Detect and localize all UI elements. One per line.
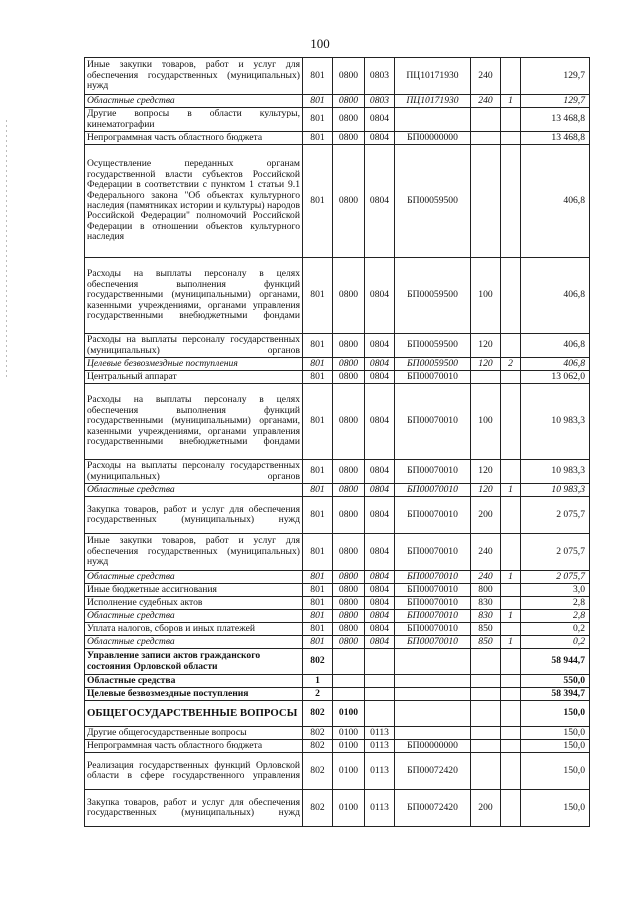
row-pr-cell: 0804 bbox=[365, 571, 395, 584]
row-vr-cell: 800 bbox=[471, 584, 501, 597]
row-vr-cell: 200 bbox=[471, 497, 501, 534]
row-gr-cell: 801 bbox=[303, 58, 333, 95]
row-gr-cell: 801 bbox=[303, 534, 333, 571]
table-row bbox=[85, 597, 590, 610]
row-gr-cell: 801 bbox=[303, 132, 333, 145]
row-pr-cell: 0804 bbox=[365, 358, 395, 371]
row-amount-cell: 0,2 bbox=[521, 636, 590, 649]
row-pr-cell: 0113 bbox=[365, 727, 395, 740]
row-cs-cell: БП00070010 bbox=[395, 623, 471, 636]
row-name-cell: Другие вопросы в области культуры, кинематографии bbox=[85, 108, 303, 132]
row-amount-cell: 2 075,7 bbox=[521, 571, 590, 584]
row-pr-cell bbox=[365, 675, 395, 688]
row-rz-cell: 0100 bbox=[333, 740, 365, 753]
row-cs-cell: БП00070010 bbox=[395, 460, 471, 484]
row-vr-cell: 850 bbox=[471, 636, 501, 649]
row-vr-cell: 120 bbox=[471, 334, 501, 358]
row-src-cell bbox=[501, 334, 521, 358]
row-pr-cell: 0804 bbox=[365, 497, 395, 534]
row-name-cell: ОБЩЕГОСУДАРСТВЕННЫЕ ВОПРОСЫ bbox=[85, 701, 303, 727]
row-amount-cell: 129,7 bbox=[521, 58, 590, 95]
table-row bbox=[85, 753, 590, 790]
row-cs-cell: БП00072420 bbox=[395, 753, 471, 790]
row-rz-cell: 0800 bbox=[333, 145, 365, 258]
row-rz-cell bbox=[333, 688, 365, 701]
row-vr-cell bbox=[471, 108, 501, 132]
row-cs-cell bbox=[395, 108, 471, 132]
row-vr-cell: 240 bbox=[471, 58, 501, 95]
row-vr-cell bbox=[471, 727, 501, 740]
table-row bbox=[85, 727, 590, 740]
row-amount-cell: 406,8 bbox=[521, 145, 590, 258]
row-amount-cell: 129,7 bbox=[521, 95, 590, 108]
row-pr-cell bbox=[365, 688, 395, 701]
row-amount-cell: 2,8 bbox=[521, 597, 590, 610]
table-row bbox=[85, 358, 590, 371]
row-cs-cell: БП00070010 bbox=[395, 610, 471, 623]
table-row bbox=[85, 132, 590, 145]
row-gr-cell: 801 bbox=[303, 623, 333, 636]
row-gr-cell: 801 bbox=[303, 571, 333, 584]
row-rz-cell: 0800 bbox=[333, 108, 365, 132]
row-cs-cell: БП00070010 bbox=[395, 371, 471, 384]
row-vr-cell: 240 bbox=[471, 534, 501, 571]
row-rz-cell: 0800 bbox=[333, 571, 365, 584]
row-cs-cell bbox=[395, 675, 471, 688]
row-amount-cell: 2 075,7 bbox=[521, 534, 590, 571]
table-row bbox=[85, 258, 590, 334]
table-row bbox=[85, 701, 590, 727]
row-rz-cell: 0800 bbox=[333, 610, 365, 623]
row-name-cell: Осуществление переданных органам государственной власти субъектов Российской Федерации в соответствии с пунктом 1 статьи 9.1 Федерального закона "Об объектах культурного наследия (памятниках истории и культуры) народов Российской Федерации" полномочий Российской Федерации в отношении объектов культурного наследия bbox=[85, 145, 303, 258]
row-amount-cell: 150,0 bbox=[521, 740, 590, 753]
row-src-cell bbox=[501, 108, 521, 132]
row-gr-cell: 801 bbox=[303, 258, 333, 334]
table-row bbox=[85, 371, 590, 384]
row-vr-cell bbox=[471, 649, 501, 675]
row-vr-cell: 200 bbox=[471, 790, 501, 827]
row-amount-cell: 3,0 bbox=[521, 584, 590, 597]
row-rz-cell: 0800 bbox=[333, 623, 365, 636]
row-pr-cell: 0113 bbox=[365, 740, 395, 753]
row-vr-cell: 240 bbox=[471, 95, 501, 108]
row-amount-cell: 13 062,0 bbox=[521, 371, 590, 384]
table-row bbox=[85, 145, 590, 258]
row-pr-cell: 0804 bbox=[365, 584, 395, 597]
row-amount-cell: 150,0 bbox=[521, 790, 590, 827]
row-pr-cell bbox=[365, 649, 395, 675]
row-amount-cell: 2,8 bbox=[521, 610, 590, 623]
row-pr-cell bbox=[365, 701, 395, 727]
row-amount-cell: 406,8 bbox=[521, 334, 590, 358]
row-cs-cell: БП00070010 bbox=[395, 571, 471, 584]
row-pr-cell: 0113 bbox=[365, 753, 395, 790]
row-vr-cell bbox=[471, 688, 501, 701]
row-rz-cell: 0100 bbox=[333, 790, 365, 827]
row-cs-cell: БП00000000 bbox=[395, 132, 471, 145]
row-amount-cell: 10 983,3 bbox=[521, 484, 590, 497]
row-cs-cell: БП00000000 bbox=[395, 740, 471, 753]
row-src-cell bbox=[501, 688, 521, 701]
row-name-cell: Закупка товаров, работ и услуг для обеспечения государственных (муниципальных) нужд bbox=[85, 790, 303, 827]
row-pr-cell: 0804 bbox=[365, 610, 395, 623]
page-number: 100 bbox=[310, 36, 330, 51]
row-name-cell: Непрограммная часть областного бюджета bbox=[85, 132, 303, 145]
row-rz-cell: 0800 bbox=[333, 358, 365, 371]
row-amount-cell: 10 983,3 bbox=[521, 460, 590, 484]
row-gr-cell: 801 bbox=[303, 371, 333, 384]
row-vr-cell bbox=[471, 371, 501, 384]
row-rz-cell: 0800 bbox=[333, 584, 365, 597]
row-src-cell bbox=[501, 753, 521, 790]
row-name-cell: Областные средства bbox=[85, 484, 303, 497]
row-src-cell bbox=[501, 258, 521, 334]
row-src-cell bbox=[501, 145, 521, 258]
row-pr-cell: 0804 bbox=[365, 636, 395, 649]
table-row bbox=[85, 108, 590, 132]
row-vr-cell: 850 bbox=[471, 623, 501, 636]
row-rz-cell: 0800 bbox=[333, 534, 365, 571]
row-gr-cell: 801 bbox=[303, 460, 333, 484]
row-vr-cell bbox=[471, 753, 501, 790]
row-amount-cell: 2 075,7 bbox=[521, 497, 590, 534]
table-row bbox=[85, 95, 590, 108]
row-amount-cell: 58 944,7 bbox=[521, 649, 590, 675]
row-rz-cell: 0100 bbox=[333, 727, 365, 740]
row-name-cell: Управление записи актов гражданского состояния Орловской области bbox=[85, 649, 303, 675]
row-cs-cell bbox=[395, 649, 471, 675]
row-name-cell: Областные средства bbox=[85, 675, 303, 688]
table-row bbox=[85, 497, 590, 534]
table-row bbox=[85, 534, 590, 571]
row-name-cell: Реализация государственных функций Орловской области в сфере государственного управления bbox=[85, 753, 303, 790]
row-name-cell: Другие общегосударственные вопросы bbox=[85, 727, 303, 740]
table-row bbox=[85, 790, 590, 827]
row-rz-cell: 0800 bbox=[333, 384, 365, 460]
row-vr-cell: 830 bbox=[471, 610, 501, 623]
row-cs-cell: ПЦ10171930 bbox=[395, 58, 471, 95]
row-cs-cell bbox=[395, 727, 471, 740]
row-src-cell bbox=[501, 132, 521, 145]
table-row bbox=[85, 334, 590, 358]
row-pr-cell: 0804 bbox=[365, 597, 395, 610]
row-rz-cell: 0800 bbox=[333, 334, 365, 358]
row-src-cell bbox=[501, 790, 521, 827]
row-gr-cell: 802 bbox=[303, 790, 333, 827]
table-row bbox=[85, 649, 590, 675]
row-src-cell bbox=[501, 623, 521, 636]
row-gr-cell: 801 bbox=[303, 497, 333, 534]
row-rz-cell: 0800 bbox=[333, 497, 365, 534]
row-pr-cell: 0113 bbox=[365, 790, 395, 827]
row-vr-cell bbox=[471, 740, 501, 753]
row-name-cell: Расходы на выплаты персоналу в целях обеспечения выполнения функций государственными (муниципальными) органами, казенными учреждениями, органами управления государственными внебюджетными фондами bbox=[85, 384, 303, 460]
row-gr-cell: 802 bbox=[303, 649, 333, 675]
row-vr-cell: 120 bbox=[471, 484, 501, 497]
row-gr-cell: 801 bbox=[303, 334, 333, 358]
row-gr-cell: 801 bbox=[303, 358, 333, 371]
row-src-cell bbox=[501, 384, 521, 460]
budget-table bbox=[84, 57, 590, 827]
row-name-cell: Целевые безвозмездные поступления bbox=[85, 358, 303, 371]
row-cs-cell: БП00059500 bbox=[395, 145, 471, 258]
row-cs-cell: БП00059500 bbox=[395, 258, 471, 334]
row-cs-cell: БП00072420 bbox=[395, 790, 471, 827]
table-row bbox=[85, 623, 590, 636]
row-gr-cell: 801 bbox=[303, 584, 333, 597]
row-gr-cell: 801 bbox=[303, 636, 333, 649]
row-gr-cell: 801 bbox=[303, 484, 333, 497]
row-src-cell bbox=[501, 460, 521, 484]
row-pr-cell: 0804 bbox=[365, 334, 395, 358]
row-pr-cell: 0804 bbox=[365, 484, 395, 497]
row-rz-cell: 0800 bbox=[333, 371, 365, 384]
row-pr-cell: 0804 bbox=[365, 371, 395, 384]
row-pr-cell: 0804 bbox=[365, 108, 395, 132]
row-cs-cell: БП00059500 bbox=[395, 358, 471, 371]
row-pr-cell: 0804 bbox=[365, 258, 395, 334]
row-amount-cell: 13 468,8 bbox=[521, 108, 590, 132]
row-gr-cell: 802 bbox=[303, 740, 333, 753]
row-name-cell: Иные бюджетные ассигнования bbox=[85, 584, 303, 597]
row-gr-cell: 802 bbox=[303, 727, 333, 740]
row-vr-cell: 100 bbox=[471, 384, 501, 460]
row-vr-cell bbox=[471, 145, 501, 258]
row-amount-cell: 13 468,8 bbox=[521, 132, 590, 145]
row-vr-cell bbox=[471, 132, 501, 145]
row-amount-cell: 150,0 bbox=[521, 701, 590, 727]
row-amount-cell: 406,8 bbox=[521, 358, 590, 371]
row-src-cell bbox=[501, 58, 521, 95]
row-gr-cell: 801 bbox=[303, 95, 333, 108]
row-rz-cell: 0800 bbox=[333, 460, 365, 484]
row-name-cell: Расходы на выплаты персоналу в целях обеспечения выполнения функций государственными (муниципальными) органами, казенными учреждениями, органами управления государственными внебюджетными фондами bbox=[85, 258, 303, 334]
row-pr-cell: 0803 bbox=[365, 95, 395, 108]
table-row bbox=[85, 584, 590, 597]
row-cs-cell: БП00070010 bbox=[395, 597, 471, 610]
row-src-cell bbox=[501, 701, 521, 727]
row-name-cell: Иные закупки товаров, работ и услуг для обеспечения государственных (муниципальных) нужд bbox=[85, 534, 303, 571]
row-vr-cell: 240 bbox=[471, 571, 501, 584]
row-amount-cell: 406,8 bbox=[521, 258, 590, 334]
row-cs-cell: БП00070010 bbox=[395, 384, 471, 460]
row-amount-cell: 150,0 bbox=[521, 727, 590, 740]
row-amount-cell: 150,0 bbox=[521, 753, 590, 790]
row-src-cell bbox=[501, 675, 521, 688]
row-name-cell: Иные закупки товаров, работ и услуг для обеспечения государственных (муниципальных) нужд bbox=[85, 58, 303, 95]
row-vr-cell bbox=[471, 701, 501, 727]
row-rz-cell: 0100 bbox=[333, 753, 365, 790]
row-vr-cell bbox=[471, 675, 501, 688]
row-src-cell: 2 bbox=[501, 358, 521, 371]
row-pr-cell: 0804 bbox=[365, 384, 395, 460]
row-gr-cell: 801 bbox=[303, 108, 333, 132]
row-gr-cell: 801 bbox=[303, 597, 333, 610]
row-rz-cell: 0800 bbox=[333, 58, 365, 95]
scan-edge-artifact bbox=[6, 120, 7, 380]
row-cs-cell: ПЦ10171930 bbox=[395, 95, 471, 108]
row-gr-cell: 1 bbox=[303, 675, 333, 688]
row-rz-cell: 0800 bbox=[333, 636, 365, 649]
row-src-cell: 1 bbox=[501, 95, 521, 108]
row-name-cell: Закупка товаров, работ и услуг для обеспечения государственных (муниципальных) нужд bbox=[85, 497, 303, 534]
row-pr-cell: 0803 bbox=[365, 58, 395, 95]
table-row bbox=[85, 740, 590, 753]
row-pr-cell: 0804 bbox=[365, 132, 395, 145]
row-name-cell: Областные средства bbox=[85, 636, 303, 649]
row-src-cell: 1 bbox=[501, 636, 521, 649]
table-row bbox=[85, 571, 590, 584]
row-rz-cell bbox=[333, 675, 365, 688]
row-rz-cell bbox=[333, 649, 365, 675]
row-cs-cell: БП00070010 bbox=[395, 497, 471, 534]
row-src-cell: 1 bbox=[501, 484, 521, 497]
row-gr-cell: 801 bbox=[303, 610, 333, 623]
row-rz-cell: 0800 bbox=[333, 132, 365, 145]
row-vr-cell: 100 bbox=[471, 258, 501, 334]
row-gr-cell: 801 bbox=[303, 384, 333, 460]
row-rz-cell: 0100 bbox=[333, 701, 365, 727]
row-name-cell: Непрограммная часть областного бюджета bbox=[85, 740, 303, 753]
table-row bbox=[85, 610, 590, 623]
row-amount-cell: 0,2 bbox=[521, 623, 590, 636]
row-vr-cell: 120 bbox=[471, 460, 501, 484]
row-name-cell: Исполнение судебных актов bbox=[85, 597, 303, 610]
row-pr-cell: 0804 bbox=[365, 623, 395, 636]
row-gr-cell: 802 bbox=[303, 753, 333, 790]
row-cs-cell: БП00070010 bbox=[395, 534, 471, 571]
row-name-cell: Центральный аппарат bbox=[85, 371, 303, 384]
row-cs-cell bbox=[395, 701, 471, 727]
row-gr-cell: 2 bbox=[303, 688, 333, 701]
row-src-cell bbox=[501, 649, 521, 675]
row-src-cell bbox=[501, 740, 521, 753]
row-name-cell: Целевые безвозмездные поступления bbox=[85, 688, 303, 701]
table-row bbox=[85, 675, 590, 688]
row-cs-cell: БП00059500 bbox=[395, 334, 471, 358]
row-vr-cell: 120 bbox=[471, 358, 501, 371]
row-src-cell bbox=[501, 371, 521, 384]
row-src-cell bbox=[501, 727, 521, 740]
row-amount-cell: 550,0 bbox=[521, 675, 590, 688]
row-gr-cell: 801 bbox=[303, 145, 333, 258]
row-src-cell bbox=[501, 497, 521, 534]
row-name-cell: Расходы на выплаты персоналу государственных (муниципальных) органов bbox=[85, 334, 303, 358]
row-name-cell: Областные средства bbox=[85, 571, 303, 584]
row-amount-cell: 10 983,3 bbox=[521, 384, 590, 460]
table-row bbox=[85, 636, 590, 649]
row-pr-cell: 0804 bbox=[365, 145, 395, 258]
table-row bbox=[85, 460, 590, 484]
row-rz-cell: 0800 bbox=[333, 258, 365, 334]
row-pr-cell: 0804 bbox=[365, 460, 395, 484]
row-amount-cell: 58 394,7 bbox=[521, 688, 590, 701]
row-cs-cell: БП00070010 bbox=[395, 584, 471, 597]
row-src-cell bbox=[501, 534, 521, 571]
table-row bbox=[85, 688, 590, 701]
row-vr-cell: 830 bbox=[471, 597, 501, 610]
row-cs-cell: БП00070010 bbox=[395, 636, 471, 649]
row-name-cell: Уплата налогов, сборов и иных платежей bbox=[85, 623, 303, 636]
table-row bbox=[85, 58, 590, 95]
row-src-cell: 1 bbox=[501, 610, 521, 623]
row-rz-cell: 0800 bbox=[333, 484, 365, 497]
row-cs-cell: БП00070010 bbox=[395, 484, 471, 497]
row-name-cell: Расходы на выплаты персоналу государственных (муниципальных) органов bbox=[85, 460, 303, 484]
table-body bbox=[85, 58, 590, 827]
row-gr-cell: 802 bbox=[303, 701, 333, 727]
row-src-cell bbox=[501, 597, 521, 610]
table-row bbox=[85, 384, 590, 460]
row-rz-cell: 0800 bbox=[333, 597, 365, 610]
row-name-cell: Областные средства bbox=[85, 610, 303, 623]
row-pr-cell: 0804 bbox=[365, 534, 395, 571]
row-src-cell bbox=[501, 584, 521, 597]
row-rz-cell: 0800 bbox=[333, 95, 365, 108]
row-name-cell: Областные средства bbox=[85, 95, 303, 108]
row-src-cell: 1 bbox=[501, 571, 521, 584]
table-row bbox=[85, 484, 590, 497]
row-cs-cell bbox=[395, 688, 471, 701]
